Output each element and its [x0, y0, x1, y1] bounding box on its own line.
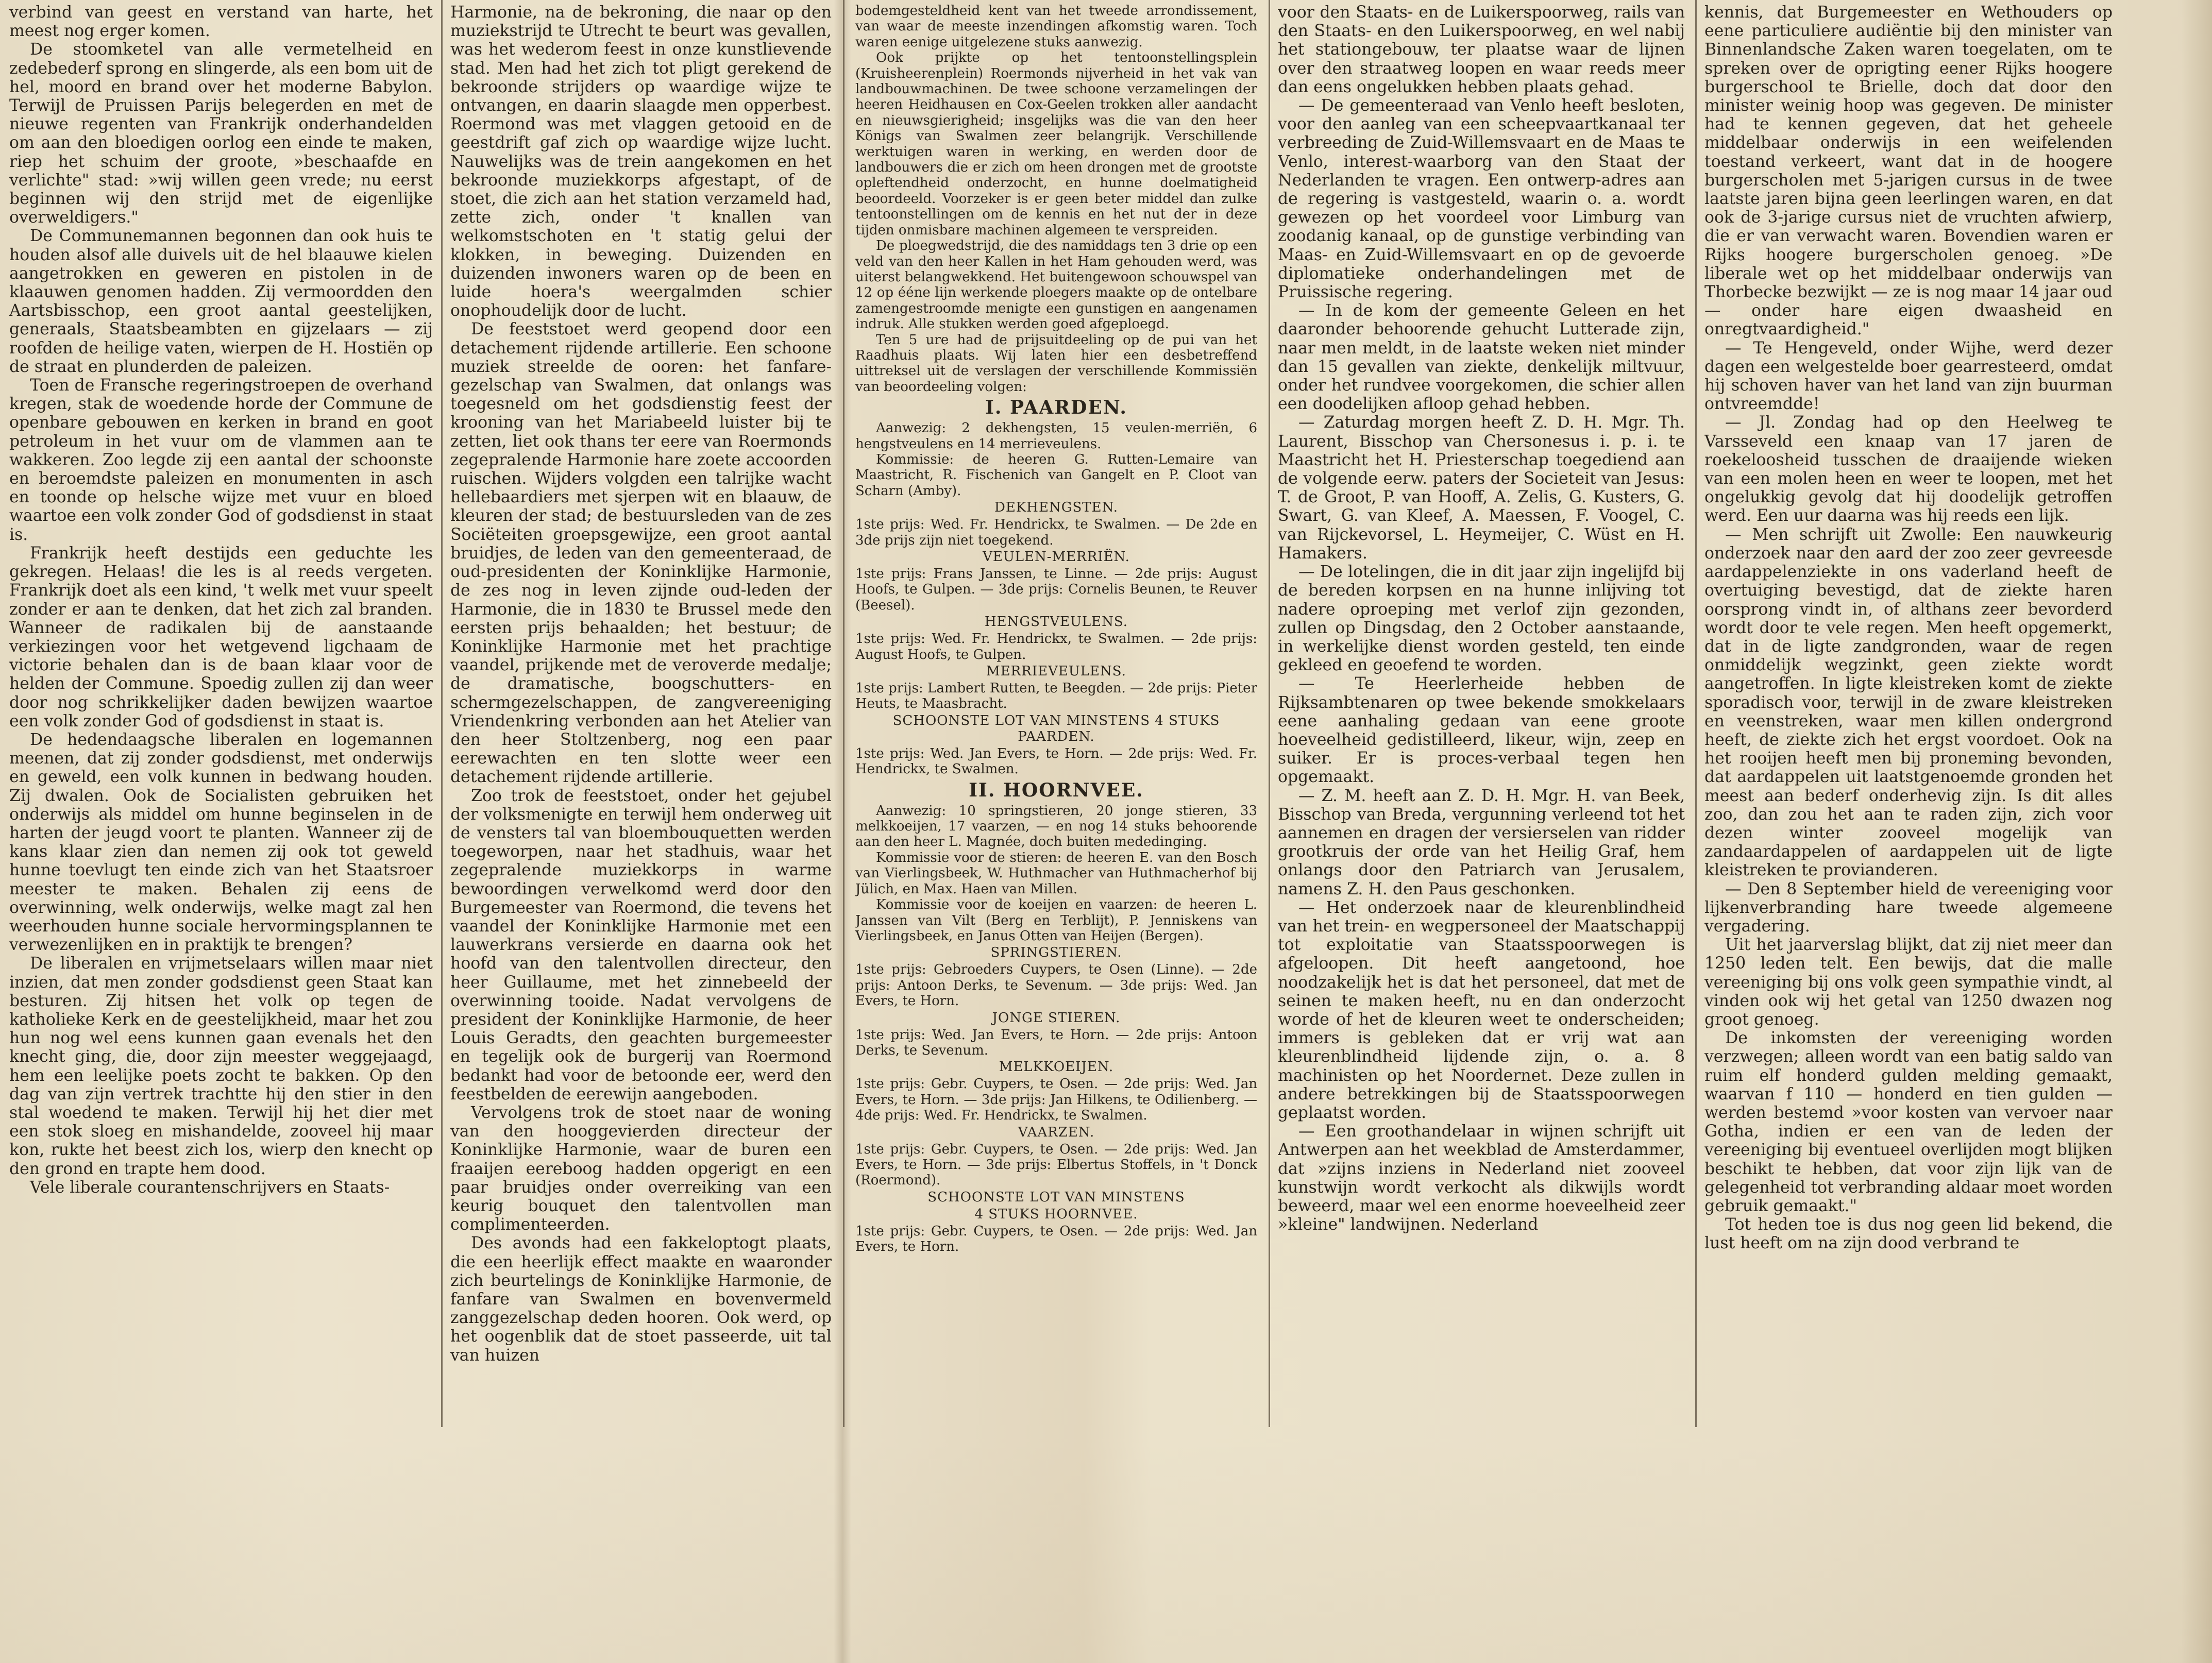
paragraph: De stoomketel van alle vermetelheid en zedebederf sprong en slingerde, als een bom uit de hel, moord en brand over het moderne Babylon. Terwijl de Pruissen Parijs belegerden en met de nieuwe regenten van Frankrijk onderhandelden om aan den bloedigen oorlog een einde te maken, riep het schuim der groote, »beschaafde en verlichte" stad: »wij willen geen vrede; nu eerst beginnen wij den strijd met de eigenlijke overweldigers.": [9, 40, 433, 227]
paragraph: Frankrijk heeft destijds een geduchte les gekregen. Helaas! die les is al reeds vergeten. Frankrijk doet als een kind, 't welk met vuur speelt zonder er aan te denken, dat het zich zal branden. Wanneer de radikalen bij de aanstaande verkiezingen voor het wetgevend ligchaam de victorie behalen dan is de baan klaar voor de helden der Commune. Spoedig zullen zij dan weer door nog schrikkelijker daden bewijzen waartoe een volk zonder God of godsdienst in staat is.: [9, 544, 433, 731]
paragraph: Vele liberale courantenschrijvers en Staats-: [30, 1178, 390, 1197]
paragraph: Harmonie, na de bekroning, die naar op den muziekstrijd te Utrecht te beurt was gevallen, was het wederom feest in onze kunstlievende stad. Men had het zich tot pligt gerekend de bekroonde strijders op waardige wijze te ontvangen, en daarin slaagde men opperbest. Roermond was met vlaggen getooid en de geestdrift gaf zich op waardige wijze lucht. Nauwelijks was de trein aangekomen en het bekroonde muziekkorps afgestapt, of de stoet, die zich aan het station verzameld had, zette zich, onder 't knallen van welkomstschoten en 't statig gelui der klokken, in beweging. Duizenden en duizenden inwoners waren op de been en luide hoera's weergalmden schier onophoudelijk door de lucht.: [450, 3, 832, 320]
column-5: [1704, 3, 2113, 1425]
column-rule: [1695, 0, 1697, 1427]
section-heading: II. HOORNVEE.: [969, 779, 1144, 801]
prize-list: 1ste prijs: Wed. Fr. Hendrickx, te Swalmen. — 2de prijs: August Hoofs, te Gulpen.: [855, 631, 1257, 663]
column-2: [450, 3, 832, 1425]
paragraph: De hedendaagsche liberalen en logemannen meenen, dat zij zonder godsdienst, met onderwijs en geweld, een volk kunnen in bedwang houden. Zij dwalen. Ook de Socialisten gebruiken het onderwijs als middel om hunne beginselen in de harten der jeugd voort te planten. Wanneer zij de kans klaar zien dan nemen zij ook tot geweld hunne toevlugt ten einde zich van het Staatsroer meester te maken. Behalen zij eens de overwinning, welk onderwijs, welke magt zal hen weerhouden hunne sociale hervormingsplannen te verwezenlijken en in praktijk te brengen?: [9, 730, 433, 955]
paragraph: bodemgesteldheid kent van het tweede arrondissement, van waar de meeste inzendingen afkomstig waren. Toch waren eenige uitgelezene stuks aanwezig.: [855, 3, 1257, 50]
page-fold: [834, 0, 851, 1663]
paragraph: — De gemeenteraad van Venlo heeft besloten, voor den aanleg van een scheepvaartkanaal ter verbreeding de Zuid-Willemsvaart en de Maas te Venlo, interest-waarborg van den Staat der Nederlanden te vragen. Een ontwerp-adres aan de regering is vastgesteld, waarin o. a. wordt gewezen op het voordeel voor Limburg van zoodanig kanaal, op de gunstige verbinding van Maas- en Zuid-Willemsvaart en op de gevoerde diplomatieke onderhandelingen met de Pruissische regering.: [1278, 96, 1685, 302]
prize-list: 1ste prijs: Wed. Jan Evers, te Horn. — 2de prijs: Wed. Fr. Hendrickx, te Swalmen.: [855, 745, 1257, 777]
paragraph: Des avonds had een fakkeloptogt plaats, die een heerlijk effect maakte en waaronder zich beurtelings de Koninklijke Harmonie, de fanfare van Swalmen en bovenvermeld zanggezelschap deden hooren. Ook werd, op het oogenblik dat de stoet passeerde, uit tal van huizen: [450, 1234, 832, 1365]
paragraph: Kommissie voor de koeijen en vaarzen: de heeren L. Janssen van Vilt (Berg en Terblijt), P. Jenniskens van Vierlingsbeek, en Janus Otten van Heijen (Bergen).: [855, 897, 1257, 944]
prize-list: 1ste prijs: Gebr. Cuypers, te Osen. — 2de prijs: Wed. Jan Evers, te Horn. — 3de prijs: Jan Hilkens, te Odilienberg. — 4de prijs: Wed. Fr. Hendrickx, te Swalmen.: [855, 1076, 1257, 1124]
column-rule: [1269, 0, 1270, 1427]
paragraph: — Z. M. heeft aan Z. D. H. Mgr. H. van Beek, Bisschop van Breda, vergunning verleend tot het aannemen en dragen der versierselen van ridder grootkruis der orde van het Heilig Graf, hem onlangs door den Patriarch van Jerusalem, namens Z. H. den Paus geschonken.: [1278, 786, 1685, 898]
section-heading: I. PAARDEN.: [985, 397, 1127, 419]
column-3: [855, 3, 1257, 1425]
subheading: VAARZEN.: [1018, 1124, 1095, 1140]
prize-list: 1ste prijs: Frans Janssen, te Linne. — 2de prijs: August Hoofs, te Gulpen. — 3de prijs: Cornelis Beunen, te Reuver (Beesel).: [855, 566, 1257, 613]
page-edge: [2181, 0, 2212, 1663]
paragraph: — De lotelingen, die in dit jaar zijn ingelijfd bij de bereden korpsen en na hunne inlijving tot nadere oproeping met verlof zijn gezonden, zullen op Dingsdag, den 2 October aanstaande, in werkelijke dienst worden gesteld, ten einde gekleed en geoefend te worden.: [1278, 563, 1685, 675]
paragraph: verbind van geest en verstand van harte, het meest nog erger komen.: [9, 3, 433, 41]
paragraph: — Den 8 September hield de vereeniging voor lijkenverbranding hare tweede algemeene vergadering.: [1704, 879, 2113, 936]
subheading: MELKKOEIJEN.: [999, 1059, 1114, 1075]
paragraph: Zoo trok de feeststoet, onder het gejubel der volksmenigte en terwijl hem onderweg uit de vensters tal van bloembouquetten werden toegeworpen, naar het stadhuis, waar het zegepralende muziekkorps in warme bewoordingen verwelkomd werd door den Burgemeester van Roermond, die tevens het vaandel der Koninklijke Harmonie met een lauwerkrans versierde en daarna ook het hoofd van den talentvollen directeur, den heer Guillaume, met het zinnebeeld der overwinning tooide. Nadat vervolgens de president der Koninklijke Harmonie, de heer Louis Geradts, den geachten burgemeester en tegelijk ook de burgerij van Roermond bedankt had voor de betoonde eer, werd den feestbelden de eerewijn aangeboden.: [450, 786, 832, 1104]
paragraph: Aanwezig: 10 springstieren, 20 jonge stieren, 33 melkkoeijen, 17 vaarzen, — en nog 14 stuks behoorende aan den heer L. Magnée, doch buiten mededinging.: [855, 803, 1257, 850]
prize-list: 1ste prijs: Gebr. Cuypers, te Osen. — 2de prijs: Wed. Jan Evers, te Horn.: [855, 1223, 1257, 1255]
subheading: MERRIEVEULENS.: [986, 664, 1126, 680]
paragraph: De feeststoet werd geopend door een detachement rijdende artillerie. Een schoone muziek streelde de ooren: het fanfare-gezelschap van Swalmen, dat onlangs was toegesneld om het godsdienstig feest der krooning van het Mariabeeld luister bij te zetten, liet ook thans ter eere van Roermonds zegepralende Harmonie hare zoete accoorden ruischen. Wijders volgden een talrijke wacht hellebaardiers met sjerpen wit en blaauw, de kleuren der stad; de bestuursleden van de zes Sociëteiten groepsgewijze, een groot aantal bruidjes, de leden van den gemeenteraad, de oud-presidenten der Koninklijke Harmonie, de zes nog in leven zijnde oud-leden der Harmonie, die in 1830 te Brussel mede den eersten prijs behaalden; het bestuur; de Koninklijke Harmonie met het prachtige vaandel, prijkende met de veroverde medalje; de dramatische, boogschutters- en schermgezelschappen, de zangvereeniging Vriendenkring verbonden aan het Atelier van den heer Stoltzenberg, nog een paar eerewachten en ten slotte weer een detachement rijdende artillerie.: [450, 320, 832, 787]
paragraph: kennis, dat Burgemeester en Wethouders op eene particuliere audiëntie bij den minister van Binnenlandsche Zaken waren toegelaten, om te spreken over de oprigting eener Rijks hoogere burgerschool te Brielle, doch dat door den minister weinig hoop was gegeven. De minister had te kennen gegeven, dat het geheele middelbaar onderwijs in een weifelenden toestand verkeert, want dat in de hoogere burgerscholen met 5-jarigen cursus in de twee laatste jaren bijna geen leerlingen waren, en dat ook de 3-jarige cursus niet de vruchten afwierp, die er van verwacht waren. Bovendien waren er Rijks hoogere burgerscholen genoeg. »De liberale wet op het middelbaar onderwijs van Thorbecke bezwijkt — ze is nog maar 14 jaar oud — onder hare eigen dwaasheid en onregtvaardigheid.": [1704, 3, 2113, 339]
paragraph: — Het onderzoek naar de kleurenblindheid van het trein- en wegpersoneel der Maatschappij tot exploitatie van Staatsspoorwegen is afgeloopen. Dit heeft aangetoond, hoe noodzakelijk het is dat het personeel, dat met de seinen te maken heeft, nu en dan onderzocht worde of het de kleuren weet te onderscheiden; immers is gebleken dat er vrij wat aan kleurenblindheid lijdende zijn, o. a. 8 machinisten op het Noordernet. Deze zullen in andere betrekkingen bij de Staatsspoorwegen geplaatst worden.: [1278, 898, 1685, 1122]
paragraph: De liberalen en vrijmetselaars willen maar niet inzien, dat men zonder godsdienst geen Staat kan besturen. Zij hitsen het volk op tegen de katholieke Kerk en de geestelijkheid, maar het zou hun nog wel eens kunnen gaan evenals het den knecht ging, die, door zijn meester weggejaagd, hem een leelijke poets zocht te bakken. Op den dag van zijn vertrek trachtte hij den stier in den stal woedend te maken. Terwijl hij het dier met een stok sloeg en mishandelde, zooveel hij maar kon, rukte het beest zich los, wierp den knecht op den grond en trapte hem dood.: [9, 954, 433, 1178]
paragraph: Tot heden toe is dus nog geen lid bekend, die lust heeft om na zijn dood verbrand te: [1704, 1215, 2113, 1253]
column-rule: [843, 0, 845, 1427]
prize-list: 1ste prijs: Lambert Rutten, te Beegden. — 2de prijs: Pieter Heuts, te Maasbracht.: [855, 681, 1257, 712]
prize-list: 1ste prijs: Gebr. Cuypers, te Osen. — 2de prijs: Wed. Jan Evers, te Horn. — 3de prijs: Elbertus Stoffels, in 't Donck (Roermond).: [855, 1141, 1257, 1189]
subheading: VEULEN-MERRIËN.: [983, 549, 1130, 565]
subheading: SCHOONSTE LOT VAN MINSTENS 4 STUKS PAARDEN.: [892, 712, 1220, 744]
paragraph: Toen de Fransche regeringstroepen de overhand kregen, stak de woedende horde der Commune de openbare gebouwen en kerken in brand en goot petroleum in het vuur om de vlammen aan te wakkeren. Zoo legde zij een aantal der schoonste en beroemdste paleizen en monumenten in asch en toonde op helsche wijze met vuur en bloed waartoe een volk zonder God of godsdienst in staat is.: [9, 376, 433, 544]
paragraph: De inkomsten der vereeniging worden verzwegen; alleen wordt van een batig saldo van ruim elf honderd gulden melding gemaakt, waarvan f 110 — honderd en tien gulden — werden bestemd »voor kosten van vervoer naar Gotha, indien er een van de leden der vereeniging bij eventueel overlijden mogt blijken beschikt te hebben, dat voor zijn lijk van de gelegenheid tot verbranding aldaar moet worden gebruik gemaakt.": [1704, 1029, 2113, 1215]
paragraph: — In de kom der gemeente Geleen en het daaronder behoorende gehucht Lutterade zijn, naar men meldt, in de laatste weken niet minder dan 15 gevallen van ziekte, denkelijk miltvuur, onder het rundvee voorgekomen, die schier allen een doodelijken afloop gehad hebben.: [1278, 301, 1685, 414]
paragraph: Uit het jaarverslag blijkt, dat zij niet meer dan 1250 leden telt. Een bewijs, dat die malle vereeniging bij ons volk geen sympathie vindt, al vinden ook wij het getal van 1250 dwazen nog groot genoeg.: [1704, 936, 2113, 1029]
paragraph: De Communemannen begonnen dan ook huis te houden alsof alle duivels uit de hel blaauwe kielen aangetrokken en geweren en pistolen in de klaauwen genomen hadden. Zij vermoordden den Aartsbisschop, een groot aantal geestelijken, generaals, Staatsbeambten en gijzelaars — zij roofden de heilige vaten, wierpen de H. Hostiën op de straat en plunderden de paleizen.: [9, 227, 433, 376]
paragraph: — Zaturdag morgen heeft Z. D. H. Mgr. Th. Laurent, Bisschop van Chersonesus i. p. i. te Maastricht het H. Priesterschap toegediend aan de volgende eerw. paters der Societeit van Jesus: T. de Groot, P. van Hooff, A. Zelis, G. Kusters, G. Swart, G. van Kleef, A. Maessen, F. Voogel, C. van Rijckevorsel, L. Heymeijer, C. Wüst en H. Hamakers.: [1278, 413, 1685, 563]
column-rule: [441, 0, 443, 1427]
paragraph: — Jl. Zondag had op den Heelweg te Varsseveld een knaap van 17 jaren de roekeloosheid tusschen de draaijende wieken van een molen heen en weer te loopen, met het ongelukkig gevolg dat hij doodelijk getroffen werd. Een uur daarna was hij reeds een lijk.: [1704, 413, 2113, 525]
subheading: SPRINGSTIEREN.: [990, 945, 1122, 961]
paragraph: Aanwezig: 2 dekhengsten, 15 veulen-merriën, 6 hengstveulens en 14 merrieveulens.: [855, 420, 1257, 452]
paragraph: voor den Staats- en de Luikerspoorweg, rails van den Staats- en den Luikerspoorweg, en wel nabij het stationgebouw, ter plaatse waar de lijnen over den straatweg loopen en waar reeds meer dan eens ongelukken hebben plaats gehad.: [1278, 3, 1685, 96]
subheading: DEKHENGSTEN.: [994, 500, 1118, 516]
subheading: HENGSTVEULENS.: [984, 614, 1128, 630]
paragraph: Kommissie: de heeren G. Rutten-Lemaire van Maastricht, R. Fischenich van Gangelt en P. Cloot van Scharn (Amby).: [855, 451, 1257, 499]
paragraph: — Te Heerlerheide hebben de Rijksambtenaren op twee bekende smokkelaars eene aanhaling gedaan van eene groote hoeveelheid gedistilleerd, likeur, wijn, zeep en suiker. Er is proces-verbaal tegen hen opgemaakt.: [1278, 674, 1685, 787]
paragraph: — Een groothandelaar in wijnen schrijft uit Antwerpen aan het weekblad de Amsterdammer, dat »zijns inziens in Nederland niet zooveel kunstwijn wordt verkocht als dikwijls wordt beweerd, maar wel een enorme hoeveelheid zeer »kleine" landwijnen. Nederland: [1278, 1122, 1685, 1234]
subheading: JONGE STIEREN.: [992, 1010, 1121, 1026]
column-1: [9, 3, 433, 1425]
prize-list: 1ste prijs: Wed. Fr. Hendrickx, te Swalmen. — De 2de en 3de prijs zijn niet toegekend.: [855, 517, 1257, 548]
prize-list: 1ste prijs: Gebroeders Cuypers, te Osen (Linne). — 2de prijs: Antoon Derks, te Sevenum. — 3de prijs: Wed. Jan Evers, te Horn.: [855, 962, 1257, 1009]
paragraph: Ten 5 ure had de prijsuitdeeling op de pui van het Raadhuis plaats. Wij laten hier een desbetreffend uittreksel uit de verslagen der verschillende Kommissiën van beoordeeling volgen:: [855, 332, 1257, 395]
paragraph: De ploegwedstrijd, die des namiddags ten 3 drie op een veld van den heer Kallen in het Ham gehouden werd, was uiterst belangwekkend. Het buitengewoon schouwspel van 12 op ééne lijn werkende ploegers maakte op de ontelbare zamengestroomde menigte een gunstigen en aangenamen indruk. Alle stukken werden goed afgeploegd.: [855, 238, 1257, 332]
paragraph: Kommissie voor de stieren: de heeren E. van den Bosch van Vierlingsbeek, W. Huthmacher van Huthmacherhof bij Jülich, en Max. Haen van Millen.: [855, 850, 1257, 897]
subheading: 4 STUKS HOORNVEE.: [974, 1206, 1138, 1222]
paragraph: — Te Hengeveld, onder Wijhe, werd dezer dagen een welgestelde boer gearresteerd, omdat hij schoven haver van het land van zijn buurman ontvreemdde!: [1704, 338, 2113, 414]
paragraph: Vervolgens trok de stoet naar de woning van den hooggevierden directeur der Koninklijke Harmonie, waar de buren een fraaijen eereboog hadden opgerigt en een paar bruidjes onder overreiking van een keurig bouquet den talentvollen man complimenteerden.: [450, 1103, 832, 1234]
prize-list: 1ste prijs: Wed. Jan Evers, te Horn. — 2de prijs: Antoon Derks, te Sevenum.: [855, 1027, 1257, 1058]
subheading: SCHOONSTE LOT VAN MINSTENS: [927, 1189, 1185, 1205]
paragraph: — Men schrijft uit Zwolle: Een nauwkeurig onderzoek naar den aard der zoo zeer gevreesde aardappelenziekte in ons vaderland heeft de overtuiging bevestigd, dat de ziekte haren oorsprong vindt in, of althans zeer bevorderd wordt door te vele regen. Men heeft opgemerkt, dat in de ligte zandgronden, waar de regen onmiddelijk wegzinkt, geen ziekte wordt aangetroffen. In ligte kleistreken komt de ziekte sporadisch voor, terwijl in de zware kleistreken en veenstreken, waar men killen ondergrond heeft, de ziekte zich het ergst voordoet. Ook na het rooijen heeft men bij proneming bevonden, dat aardappelen uit laatstgenoemde gronden het meest aan bederf onderhevig zijn. Is dit alles zoo, dan zou het aan te raden zijn, zich voor dezen winter zooveel mogelijk van zandaardappelen of aardappelen uit de ligte kleistreken te provianderen.: [1704, 525, 2113, 880]
page-bottom-margin: [0, 1437, 2212, 1663]
paragraph: Ook prijkte op het tentoonstellingsplein (Kruisheerenplein) Roermonds nijverheid in het vak van landbouwmachinen. De twee schoone verzamelingen der heeren Heidhausen en Cox-Geelen trokken aller aandacht en nieuwsgierigheid; insgelijks was die van den heer Königs van Swalmen zeer belangrijk. Verschillende werktuigen waren in werking, en werden door de landbouwers die er zich om heen drongen met de grootste opleftendheid onderzocht, en hunne doelmatigheid beoordeeld. Voorzeker is er geen beter middel dan zulke tentoonstellingen om de kennis en het nut der in deze tijden onmisbare machinen algemeen te verspreiden.: [855, 50, 1257, 238]
column-4: [1278, 3, 1685, 1425]
